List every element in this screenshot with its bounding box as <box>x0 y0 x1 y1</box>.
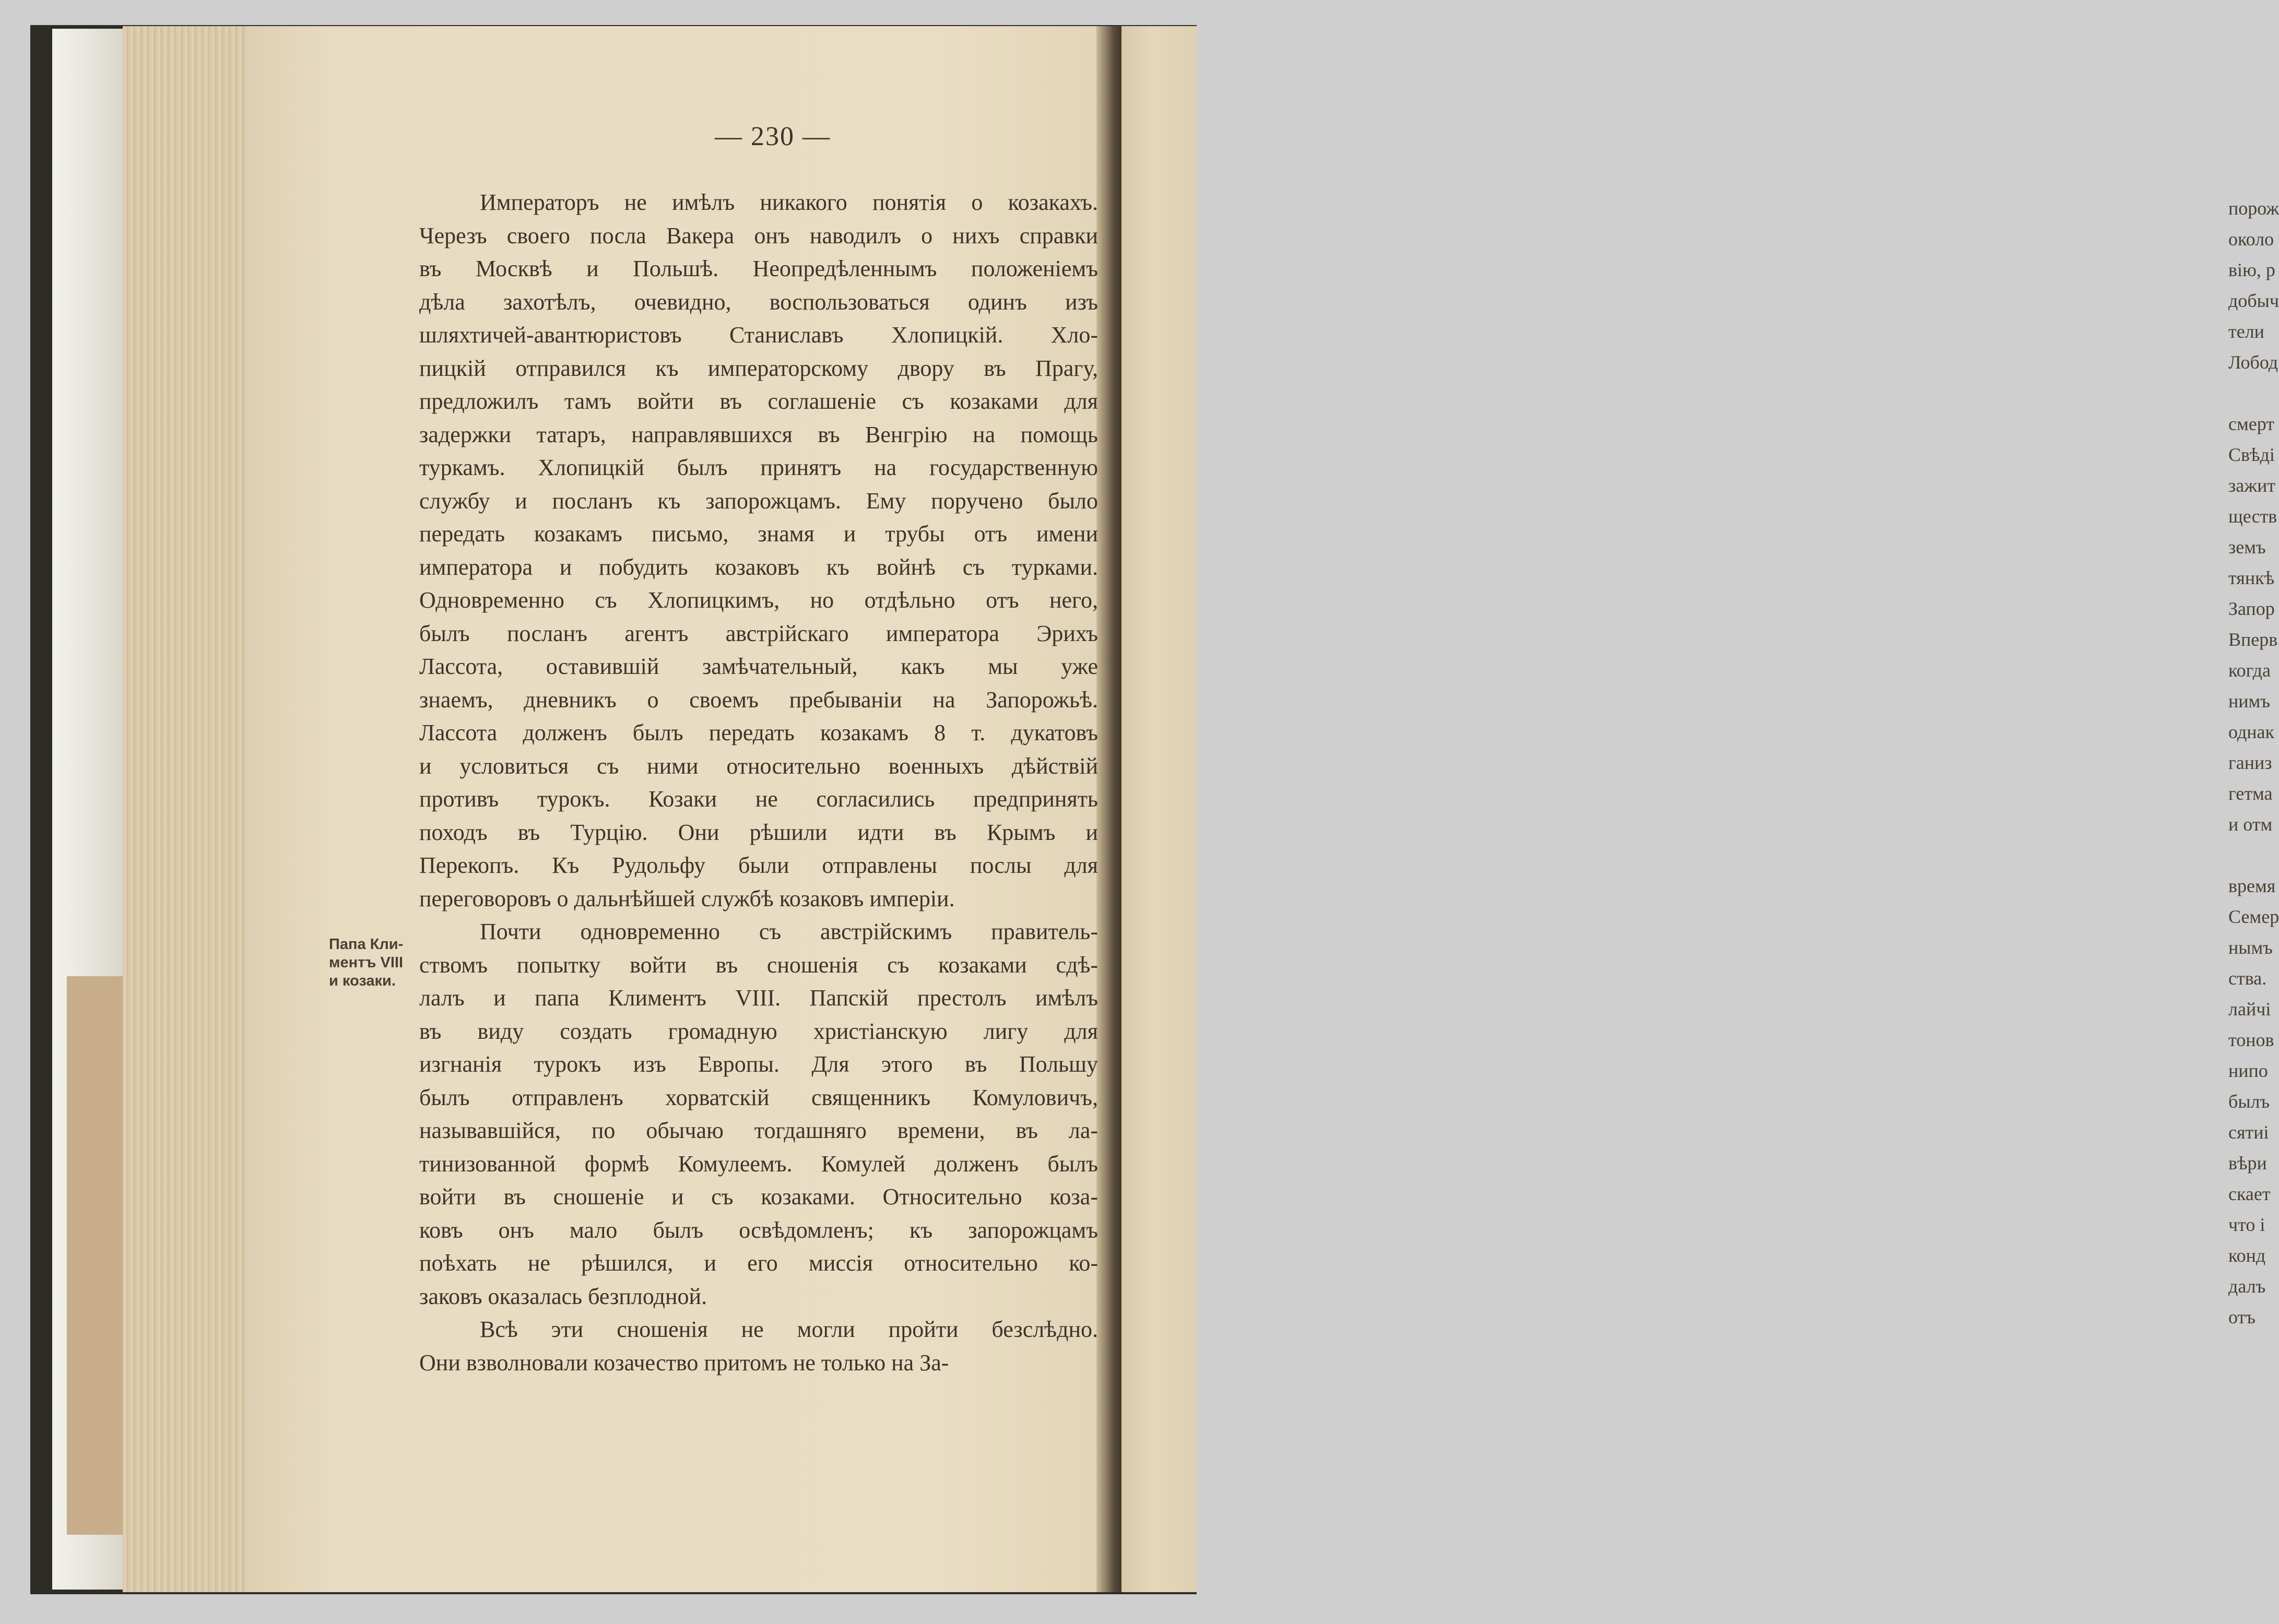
next-page-line: нипо <box>2228 1060 2268 1081</box>
text-line: Императоръ не имѣлъ никакого понятія о козакахъ. <box>480 189 1098 215</box>
text-line: передать козакамъ письмо, знамя и трубы отъ имени <box>419 521 1098 547</box>
next-page-line: смерт <box>2228 413 2274 434</box>
page-edges <box>123 26 251 1592</box>
next-page-line: и отм <box>2228 814 2273 835</box>
text-line: походъ въ Турцію. Они рѣшили идти въ Крымъ и <box>419 819 1098 845</box>
next-page <box>1121 26 2279 1592</box>
page-stack-edge <box>67 976 129 1535</box>
text-line: Они взволновали козачество притомъ не только на За- <box>419 1349 949 1376</box>
text-line: и условиться съ ними относительно военныхъ дѣйствій <box>419 753 1098 779</box>
next-page-line: вію, р <box>2228 259 2275 280</box>
text-line: туркамъ. Хлопицкій былъ принятъ на государственную <box>419 455 1098 480</box>
page-number: — 230 — <box>715 122 831 151</box>
margin-note-line: ментъ VIII <box>329 954 404 971</box>
text-line: пицкій отправился къ императорскому двору въ Прагу, <box>419 355 1098 381</box>
text-line: Одновременно съ Хлопицкимъ, но отдѣльно отъ него, <box>419 587 1098 613</box>
text-line: въ виду создать громадную христіанскую лигу для <box>419 1018 1098 1044</box>
body-text <box>419 186 1098 1379</box>
next-page-line: сятиі <box>2228 1122 2269 1143</box>
text-line: изгнанія турокъ изъ Европы. Для этого въ Польшу <box>419 1051 1098 1077</box>
next-page-line: тянкѣ <box>2228 567 2275 588</box>
next-page-line: отъ <box>2228 1307 2256 1327</box>
next-page-line: зажит <box>2228 475 2276 496</box>
text-line: лалъ и папа Климентъ VIII. Папскій престолъ имѣлъ <box>419 985 1098 1011</box>
next-page-line: около <box>2228 229 2274 250</box>
text-line: Черезъ своего посла Вакера онъ наводилъ о нихъ справки <box>419 222 1098 248</box>
margin-note-line: Папа Кли- <box>329 936 404 953</box>
next-page-line: однак <box>2228 721 2275 742</box>
text-line: Всѣ эти сношенія не могли пройти безслѣдно. <box>480 1317 1098 1342</box>
next-page-line <box>2228 378 2279 409</box>
next-page-line: тонов <box>2228 1029 2274 1050</box>
margin-note <box>329 935 423 990</box>
text-line: императора и побудить козаковъ къ войнѣ съ турками. <box>419 554 1098 580</box>
text-line: задержки татаръ, направлявшихся въ Венгрію на помощь <box>419 421 1098 447</box>
text-line: предложилъ тамъ войти въ соглашеніе съ козаками для <box>419 388 1098 414</box>
text-line: былъ отправленъ хорватскій священникъ Комуловичъ, <box>419 1084 1098 1110</box>
next-page-line: тели <box>2228 321 2264 342</box>
next-page-line: добыч <box>2228 290 2279 311</box>
next-page-line: ганиз <box>2228 752 2272 773</box>
next-page-line: земъ <box>2228 537 2266 558</box>
text-line: шляхтичей-авантюристовъ Станиславъ Хлопицкій. Хло- <box>419 322 1098 348</box>
next-page-line: что і <box>2228 1214 2265 1235</box>
text-line: ствомъ попытку войти въ сношенія съ козаками сдѣ- <box>419 952 1098 978</box>
next-page-line: скает <box>2228 1183 2271 1204</box>
next-page-line: порож <box>2228 198 2279 219</box>
next-page-line: ществ <box>2228 506 2277 527</box>
text-line: Перекопъ. Къ Рудольфу были отправлены послы для <box>419 852 1098 878</box>
text-line: заковъ оказалась безплодной. <box>419 1283 707 1309</box>
text-line: Лассота, оставившій замѣчательный, какъ мы уже <box>419 654 1098 679</box>
text-line: Почти одновременно съ австрійскимъ правитель- <box>480 919 1098 944</box>
text-line: противъ турокъ. Козаки не согласились предпринять <box>419 786 1098 812</box>
next-page-line: конд <box>2228 1245 2266 1266</box>
next-page-line: Свѣді <box>2228 444 2275 465</box>
next-page-line <box>2228 840 2279 871</box>
text-line: службу и посланъ къ запорожцамъ. Ему поручено было <box>419 488 1098 514</box>
next-page-line: лайчі <box>2228 999 2271 1020</box>
next-page-line: Вперв <box>2228 629 2278 650</box>
next-page-line: нымъ <box>2228 937 2273 958</box>
next-page-line: Запор <box>2228 598 2275 619</box>
next-page-line: Лобод <box>2228 352 2278 373</box>
text-line: называвшійся, по обычаю тогдашняго времени, въ ла- <box>419 1118 1098 1143</box>
text-line: переговоровъ о дальнѣйшей службѣ козаковъ имперіи. <box>419 885 955 911</box>
next-page-line: вѣри <box>2228 1153 2267 1173</box>
next-page-line: нимъ <box>2228 691 2270 712</box>
next-page-text <box>2228 193 2279 1333</box>
next-page-line: ства. <box>2228 968 2267 989</box>
next-page-line: былъ <box>2228 1091 2270 1112</box>
next-page-line: Семер <box>2228 906 2279 927</box>
text-line: знаемъ, дневникъ о своемъ пребываніи на Запорожьѣ. <box>419 686 1098 713</box>
text-line: дѣла захотѣлъ, очевидно, воспользоваться одинъ изъ <box>419 289 1098 315</box>
next-page-line: время <box>2228 875 2276 896</box>
next-page-line: далъ <box>2228 1276 2266 1297</box>
next-page-line: когда <box>2228 660 2271 681</box>
text-line: Лассота долженъ былъ передать козакамъ 8 т. дукатовъ <box>419 720 1098 745</box>
margin-note-line: и козаки. <box>329 973 396 989</box>
text-line: тинизованной формѣ Комулеемъ. Комулей долженъ былъ <box>419 1151 1098 1177</box>
text-line: ковъ онъ мало былъ освѣдомленъ; къ запорожцамъ <box>419 1217 1098 1243</box>
next-page-line: гетма <box>2228 783 2273 804</box>
text-line: былъ посланъ агентъ австрійскаго императора Эрихъ <box>419 620 1098 646</box>
text-line: поѣхать не рѣшился, и его миссія относительно ко- <box>419 1250 1098 1276</box>
text-line: въ Москвѣ и Польшѣ. Неопредѣленнымъ положеніемъ <box>419 256 1098 281</box>
text-line: войти въ сношеніе и съ козаками. Относительно коза- <box>419 1184 1098 1210</box>
